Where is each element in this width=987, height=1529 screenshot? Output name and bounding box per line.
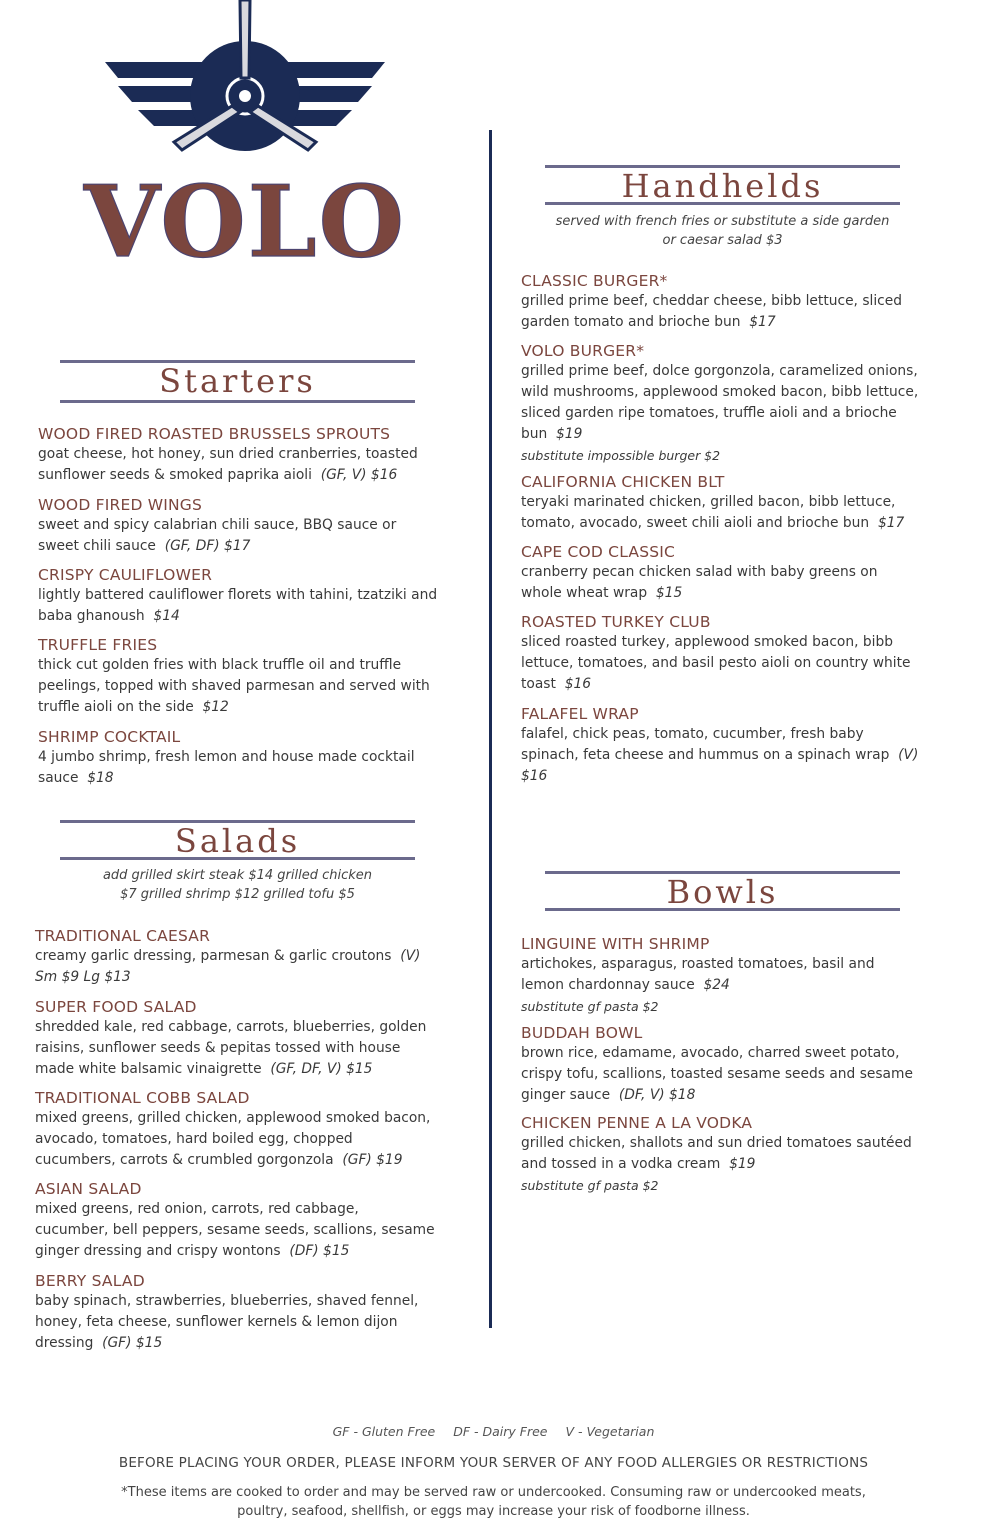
item-price: (GF) $19 xyxy=(342,1152,403,1168)
item-name: SUPER FOOD SALAD xyxy=(35,998,197,1016)
dietary-legend xyxy=(0,1424,987,1439)
item-name: CRISPY CAULIFLOWER xyxy=(38,566,213,584)
bowl-item xyxy=(521,934,921,1016)
item-price: $19 xyxy=(729,1156,756,1172)
item-desc: baby spinach, strawberries, blueberries, shaved fennel, honey, feta cheese, sunflower kernels & lemon dijon dressing xyxy=(35,1293,419,1351)
starter-item xyxy=(38,565,438,627)
item-name: ASIAN SALAD xyxy=(35,1180,142,1198)
salad-item xyxy=(35,1271,435,1354)
item-price: (V) $16 xyxy=(521,747,919,784)
item-substitution: substitute gf pasta $2 xyxy=(521,1178,659,1193)
handheld-item xyxy=(521,341,921,465)
bowl-item xyxy=(521,1113,921,1195)
item-name: CHICKEN PENNE A LA VODKA xyxy=(521,1114,753,1132)
item-name: VOLO BURGER* xyxy=(521,342,645,360)
item-name: TRUFFLE FRIES xyxy=(38,636,158,654)
propeller-wings-logo xyxy=(100,0,390,160)
allergy-warning: BEFORE PLACING YOUR ORDER, PLEASE INFORM YOUR SERVER OF ANY FOOD ALLERGIES OR RESTRICTIONS xyxy=(118,1455,869,1471)
item-desc: cranberry pecan chicken salad with baby greens on whole wheat wrap xyxy=(521,564,878,601)
item-desc: creamy garlic dressing, parmesan & garlic croutons xyxy=(35,948,392,964)
item-desc: teryaki marinated chicken, grilled bacon, bibb lettuce, tomato, avocado, sweet chili aioli and brioche bun xyxy=(521,494,896,531)
item-desc: grilled prime beef, cheddar cheese, bibb lettuce, sliced garden tomato and brioche bun xyxy=(521,293,903,330)
item-name: WOOD FIRED WINGS xyxy=(38,496,203,514)
item-desc: sweet and spicy calabrian chili sauce, BBQ sauce or sweet chili sauce xyxy=(38,517,397,554)
item-price: (DF, V) $18 xyxy=(618,1087,696,1103)
item-substitution: substitute impossible burger $2 xyxy=(521,448,721,463)
item-name: BERRY SALAD xyxy=(35,1272,145,1290)
item-desc: lightly battered cauliflower florets with tahini, tzatziki and baba ghanoush xyxy=(38,587,438,624)
item-name: ROASTED TURKEY CLUB xyxy=(521,613,711,631)
starter-item xyxy=(38,495,438,557)
item-price: (GF) $15 xyxy=(102,1335,163,1351)
item-name: TRADITIONAL CAESAR xyxy=(35,927,211,945)
item-price: $17 xyxy=(749,314,776,330)
item-desc: thick cut golden fries with black truffle oil and truffle peelings, topped with shaved parmesan and served with truffle aioli on the side xyxy=(38,657,430,715)
brand-wordmark: VOLO xyxy=(84,165,406,280)
starter-item xyxy=(38,635,438,718)
handheld-item xyxy=(521,271,921,333)
item-name: WOOD FIRED ROASTED BRUSSELS SPROUTS xyxy=(38,425,391,443)
item-price: (GF, DF, V) $15 xyxy=(270,1061,373,1077)
item-price: (GF, V) $16 xyxy=(320,467,398,483)
item-desc: mixed greens, red onion, carrots, red cabbage, cucumber, bell peppers, sesame seeds, scallions, sesame ginger dressing and crispy wontons xyxy=(35,1201,435,1259)
handheld-item xyxy=(521,612,921,695)
item-price: $19 xyxy=(556,426,583,442)
item-desc: goat cheese, hot honey, sun dried cranberries, toasted sunflower seeds & smoked paprika aioli xyxy=(38,446,418,483)
item-desc: artichokes, asparagus, roasted tomatoes, basil and lemon chardonnay sauce xyxy=(521,956,875,993)
item-desc: grilled chicken, shallots and sun dried tomatoes sautéed and tossed in a vodka cream xyxy=(521,1135,912,1172)
item-price: (GF, DF) $17 xyxy=(164,538,251,554)
column-divider xyxy=(489,130,492,1328)
item-desc: sliced roasted turkey, applewood smoked bacon, bibb lettuce, tomatoes, and basil pesto aioli on country white toast xyxy=(521,634,911,692)
legend-v: V - Vegetarian xyxy=(565,1424,655,1439)
item-desc: brown rice, edamame, avocado, charred sweet potato, crispy tofu, scallions, toasted sesame seeds and sesame ginger sauce xyxy=(521,1045,913,1103)
item-name: SHRIMP COCKTAIL xyxy=(38,728,181,746)
handheld-item xyxy=(521,472,921,534)
salads-heading: Salads xyxy=(60,820,415,860)
legend-gf: GF - Gluten Free xyxy=(332,1424,436,1439)
bowls-heading: Bowls xyxy=(545,871,900,911)
item-price: $14 xyxy=(153,608,180,624)
salad-item xyxy=(35,926,435,988)
item-price: $24 xyxy=(703,977,730,993)
item-name: CALIFORNIA CHICKEN BLT xyxy=(521,473,725,491)
item-name: LINGUINE WITH SHRIMP xyxy=(521,935,710,953)
handhelds-heading: Handhelds xyxy=(545,165,900,205)
item-price: (DF) $15 xyxy=(289,1243,350,1259)
handheld-item xyxy=(521,542,921,604)
item-desc: grilled prime beef, dolce gorgonzola, caramelized onions, wild mushrooms, applewood smoked bacon, bibb lettuce, sliced garden ripe tomatoes, truffle aioli and a brioche bun xyxy=(521,363,919,442)
item-price: $15 xyxy=(655,585,683,601)
starter-item xyxy=(38,424,438,486)
item-name: BUDDAH BOWL xyxy=(521,1024,643,1042)
item-price: $16 xyxy=(564,676,592,692)
item-price: $17 xyxy=(877,515,905,531)
starter-item xyxy=(38,727,438,789)
item-desc: shredded kale, red cabbage, carrots, blueberries, golden raisins, sunflower seeds & pepitas tossed with house made white balsamic vinaigrette xyxy=(35,1019,427,1077)
item-price: $18 xyxy=(87,770,114,786)
legend-df: DF - Dairy Free xyxy=(453,1424,548,1439)
starters-heading: Starters xyxy=(60,360,415,403)
item-name: TRADITIONAL COBB SALAD xyxy=(35,1089,250,1107)
item-price: (V) Sm $9 Lg $13 xyxy=(35,948,421,985)
salads-addon-note: add grilled skirt steak $14 grilled chicken $7 grilled shrimp $12 grilled tofu $5 xyxy=(102,868,373,902)
bowl-item xyxy=(521,1023,921,1106)
item-name: CLASSIC BURGER* xyxy=(521,272,668,290)
item-name: FALAFEL WRAP xyxy=(521,705,639,723)
item-desc: 4 jumbo shrimp, fresh lemon and house made cocktail sauce xyxy=(38,749,415,786)
item-substitution: substitute gf pasta $2 xyxy=(521,999,659,1014)
handhelds-side-note: served with french fries or substitute a side garden or caesar salad $3 xyxy=(555,214,890,248)
salad-item xyxy=(35,997,435,1080)
item-desc: mixed greens, grilled chicken, applewood smoked bacon, avocado, tomatoes, hard boiled egg, chopped cucumbers, carrots & crumbled gorgonzola xyxy=(35,1110,431,1168)
item-desc: falafel, chick peas, tomato, cucumber, fresh baby spinach, feta cheese and hummus on a spinach wrap xyxy=(521,726,890,763)
salad-item xyxy=(35,1088,435,1171)
salad-item xyxy=(35,1179,435,1262)
handheld-item xyxy=(521,704,921,787)
item-name: CAPE COD CLASSIC xyxy=(521,543,676,561)
item-price: $12 xyxy=(202,699,229,715)
raw-food-disclaimer: *These items are cooked to order and may be served raw or undercooked. Consuming raw or undercooked meats, poultry, seafood, shellfish, or eggs may increase your risk of foodborne illness. xyxy=(121,1485,866,1519)
